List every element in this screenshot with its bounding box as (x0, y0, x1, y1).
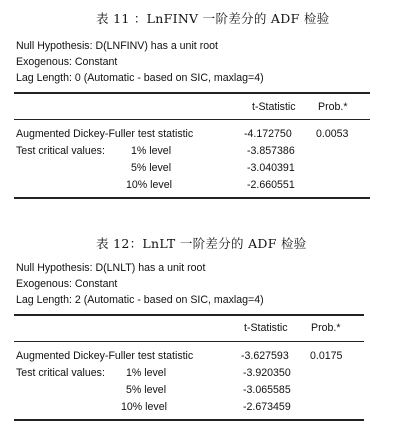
table-12-critical-level-10: 10% level (121, 401, 167, 413)
table-12-adf-t-statistic: -3.627593 (241, 350, 289, 362)
table-11-critical-level-5: 5% level (131, 162, 172, 174)
table-11-adf-prob: 0.0053 (316, 128, 349, 140)
table-12-critical-label: Test critical values: (16, 367, 105, 379)
table-12-caption: 表 12：LnLT 一阶差分的 ADF 检验 (96, 236, 307, 251)
table-12-critical-level-1: 1% level (126, 367, 167, 379)
table-11-top-rule (14, 92, 370, 94)
table-11-critical-value-5: -3.040391 (247, 162, 295, 174)
table-12-bottom-rule (14, 419, 364, 421)
table-11-header-rule (14, 119, 370, 120)
table-12-exogenous: Exogenous: Constant (16, 278, 118, 290)
table-11-critical-label: Test critical values: (16, 145, 105, 157)
table-11-critical-value-10: -2.660551 (247, 179, 295, 191)
table-11-lag-length: Lag Length: 0 (Automatic - based on SIC, maxlag=4) (16, 72, 264, 84)
table-12-adf-prob: 0.0175 (310, 350, 343, 362)
table-11-header-prob: Prob.* (318, 101, 348, 113)
table-12-critical-value-10: -2.673459 (243, 401, 291, 413)
table-11-bottom-rule (14, 197, 370, 199)
table-11-header-t-statistic: t-Statistic (252, 101, 296, 113)
table-12-critical-level-5: 5% level (126, 384, 167, 396)
table-11-critical-level-1: 1% level (131, 145, 172, 157)
table-12-lag-length: Lag Length: 2 (Automatic - based on SIC, maxlag=4) (16, 294, 264, 306)
table-12-top-rule (14, 314, 364, 316)
table-12-header-rule (14, 341, 364, 342)
table-12-critical-value-1: -3.920350 (243, 367, 291, 379)
table-11-caption: 表 11 ：LnFINV 一阶差分的 ADF 检验 (96, 11, 330, 26)
table-12-header-t-statistic: t-Statistic (244, 322, 288, 334)
table-12-critical-value-5: -3.065585 (243, 384, 291, 396)
table-12-header-prob: Prob.* (311, 322, 341, 334)
table-11-adf-label: Augmented Dickey-Fuller test statistic (16, 128, 194, 140)
table-12-adf-label: Augmented Dickey-Fuller test statistic (16, 350, 194, 362)
table-11-exogenous: Exogenous: Constant (16, 56, 118, 68)
table-11-adf-t-statistic: -4.172750 (244, 128, 292, 140)
table-11-null-hypothesis: Null Hypothesis: D(LNFINV) has a unit root (16, 40, 218, 52)
table-12-null-hypothesis: Null Hypothesis: D(LNLT) has a unit root (16, 262, 206, 274)
table-11-critical-level-10: 10% level (126, 179, 172, 191)
table-11-critical-value-1: -3.857386 (247, 145, 295, 157)
